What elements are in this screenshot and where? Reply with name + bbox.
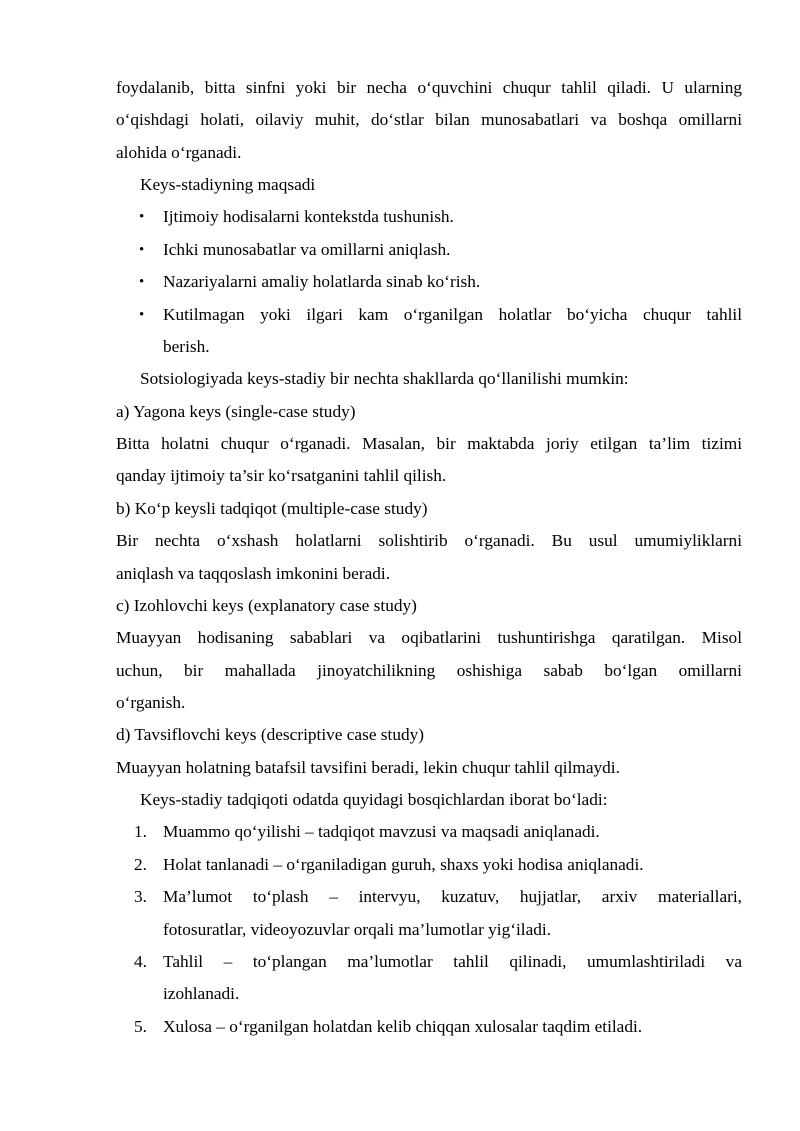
bullet-icon: • — [139, 307, 145, 323]
form-d-title: d) Tavsiflovchi keys (descriptive case study) — [116, 725, 425, 744]
bullet-icon: • — [139, 274, 145, 290]
stage-4-line-1: Tahlil – to‘plangan ma’lumotlar tahlil qilinadi, umumlashtiriladi va — [163, 952, 742, 971]
stage-1-number: 1. — [134, 822, 147, 841]
stage-3-line-1: Ma’lumot to‘plash – intervyu, kuzatuv, hujjatlar, arxiv materiallari, — [163, 887, 742, 906]
form-b-title: b) Ko‘p keysli tadqiqot (multiple-case study) — [116, 499, 428, 518]
stage-3-number: 3. — [134, 887, 147, 906]
stage-4-number: 4. — [134, 952, 147, 971]
goals-heading: Keys-stadiyning maqsadi — [140, 175, 316, 194]
form-c-line-1: Muayyan hodisaning sabablari va oqibatlarini tushuntirishga qaratilgan. Misol — [116, 628, 742, 647]
form-b-line-2: aniqlash va taqqoslash imkonini beradi. — [116, 564, 391, 583]
goal-item-1: Ijtimoiy hodisalarni kontekstda tushunish. — [163, 207, 454, 226]
form-a-title: a) Yagona keys (single-case study) — [116, 402, 356, 421]
intro-line-3: alohida o‘rganadi. — [116, 143, 242, 162]
forms-intro: Sotsiologiyada keys-stadiy bir nechta shakllarda qo‘llanilishi mumkin: — [140, 369, 629, 388]
form-c-line-3: o‘rganish. — [116, 693, 186, 712]
stage-2-number: 2. — [134, 855, 147, 874]
form-a-line-2: qanday ijtimoiy ta’sir ko‘rsatganini tahlil qilish. — [116, 466, 447, 485]
stage-2-text: Holat tanlanadi – o‘rganiladigan guruh, shaxs yoki hodisa aniqlanadi. — [163, 855, 644, 874]
stage-3-line-2: fotosuratlar, videoyozuvlar orqali ma’lumotlar yig‘iladi. — [163, 920, 552, 939]
stage-4-line-2: izohlanadi. — [163, 984, 240, 1003]
stage-1-text: Muammo qo‘yilishi – tadqiqot mavzusi va maqsadi aniqlanadi. — [163, 822, 600, 841]
intro-line-1: foydalanib, bitta sinfni yoki bir necha o‘quvchini chuqur tahlil qiladi. U ularning — [116, 78, 742, 97]
bullet-icon: • — [139, 242, 145, 258]
intro-line-2: o‘qishdagi holati, oilaviy muhit, do‘stlar bilan munosabatlari va boshqa omillarni — [116, 110, 742, 129]
stages-intro: Keys-stadiy tadqiqoti odatda quyidagi bosqichlardan iborat bo‘ladi: — [140, 790, 608, 809]
bullet-icon: • — [139, 209, 145, 225]
form-c-title: c) Izohlovchi keys (explanatory case study) — [116, 596, 417, 615]
form-b-line-1: Bir nechta o‘xshash holatlarni solishtirib o‘rganadi. Bu usul umumiyliklarni — [116, 531, 742, 550]
goal-item-4-line-1: Kutilmagan yoki ilgari kam o‘rganilgan holatlar bo‘yicha chuqur tahlil — [163, 305, 742, 324]
form-a-line-1: Bitta holatni chuqur o‘rganadi. Masalan, bir maktabda joriy etilgan ta’lim tizimi — [116, 434, 742, 453]
goal-item-3: Nazariyalarni amaliy holatlarda sinab ko‘rish. — [163, 272, 481, 291]
form-d-line-1: Muayyan holatning batafsil tavsifini beradi, lekin chuqur tahlil qilmaydi. — [116, 758, 620, 777]
stage-5-number: 5. — [134, 1017, 147, 1036]
stage-5-text: Xulosa – o‘rganilgan holatdan kelib chiqqan xulosalar taqdim etiladi. — [163, 1017, 643, 1036]
form-c-line-2: uchun, bir mahallada jinoyatchilikning oshishiga sabab bo‘lgan omillarni — [116, 661, 742, 680]
goal-item-4-line-2: berish. — [163, 337, 210, 356]
goal-item-2: Ichki munosabatlar va omillarni aniqlash. — [163, 240, 451, 259]
